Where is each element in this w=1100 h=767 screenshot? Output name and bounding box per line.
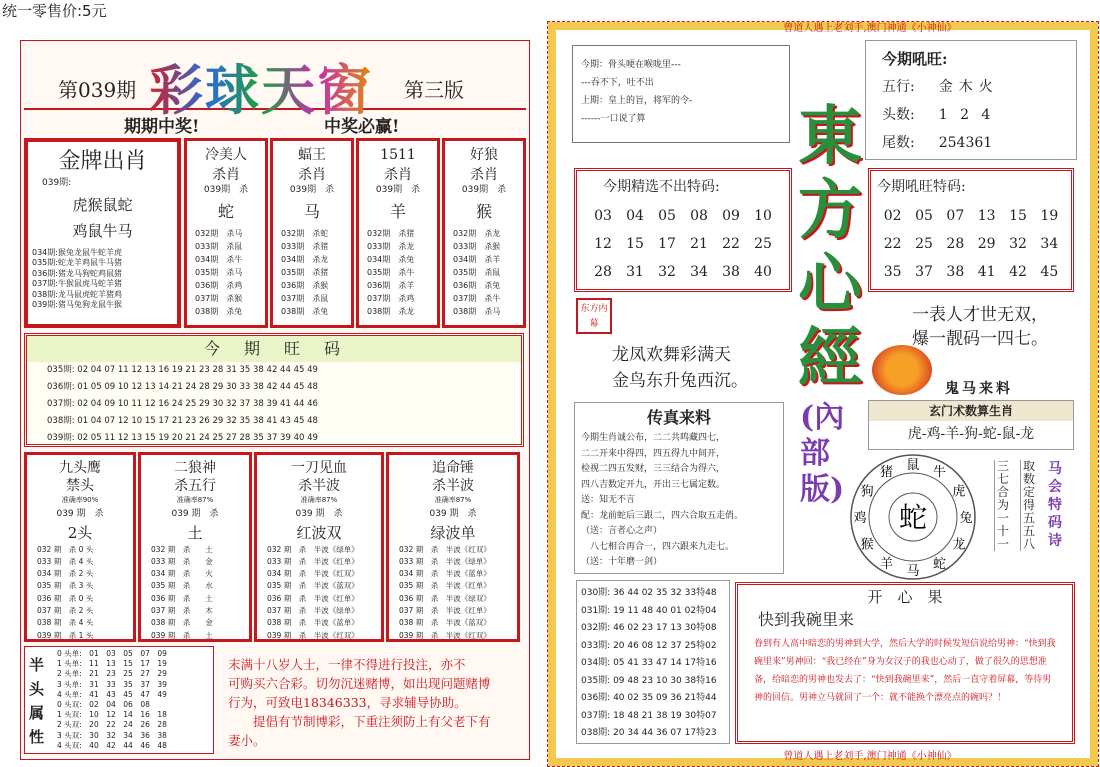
kill-col [184, 138, 268, 328]
riddle-line: 上期：皇上的旨，将军的令- [581, 96, 693, 106]
kill-col-issue: 039期 杀 [375, 185, 421, 195]
kill-col [356, 138, 440, 328]
chuanzhen-line: 送：知无不言 [581, 495, 636, 505]
slogan-1: 期期中奖! [124, 117, 200, 137]
bantou-label: 半头属性 [29, 656, 45, 746]
number-cell: 28 [594, 264, 612, 280]
number-cell: 19 [1040, 208, 1059, 224]
chuanzhen-line: 八七相合再合一，四六跟来九走七。 [581, 541, 735, 552]
kill-col-row: 033期 杀猪 [281, 241, 329, 251]
jinpai-history-row: 035期:蛇龙羊鸡鼠牛马猪 [32, 258, 122, 267]
kill-col-row: 032期 杀马 [195, 228, 243, 238]
bottom-col-row: 034 期 杀 火 [151, 569, 213, 579]
guima-label: 鬼马来料 [945, 381, 1013, 397]
jinpai-box [24, 138, 181, 328]
bottom-col-value: 2头 [67, 523, 93, 542]
riddle-line: ------一口说了算 [581, 114, 646, 124]
history-rows [581, 585, 725, 743]
wheel-zodiac: 虎 [952, 484, 966, 500]
kill-col-row: 033期 杀鼠 [195, 241, 243, 251]
wheel-center: 蛇 [898, 501, 928, 534]
dongfang-stamp: 东方内幕 [576, 298, 612, 334]
history-row: 031期: 19 11 48 40 01 02特04 [581, 605, 717, 616]
riddle-box [572, 45, 790, 143]
kill-col-row: 037期 杀猴 [195, 293, 243, 303]
bottom-col-rate: 准确率87% [176, 496, 214, 504]
wang-title: 今期吼旺: [882, 50, 948, 68]
kill-col-sub: 杀肖 [212, 167, 240, 183]
wheel-zodiac: 牛 [932, 465, 947, 481]
wheel-zodiac: 兔 [959, 511, 973, 526]
number-cell: 21 [690, 236, 708, 252]
kill-col-row: 036期 杀猴 [281, 280, 329, 290]
history-row: 030期: 36 44 02 35 32 33特48 [581, 588, 717, 598]
riddle-line: 今期：骨头哽在喉咙里--- [581, 60, 681, 70]
number-cell: 05 [915, 208, 933, 224]
kill-col-row: 035期 杀牛 [367, 267, 415, 277]
bottom-col-row: 033 期 杀 半波《红单》 [267, 556, 359, 566]
number-cell: 05 [658, 208, 676, 224]
bottom-col-row: 035 期 杀 半波《红单》 [399, 581, 491, 591]
kill-col-sub: 杀肖 [384, 167, 412, 183]
houwang-title: 今期吼旺特码: [877, 179, 966, 195]
bottom-col-sub: 杀半波 [298, 478, 340, 494]
chuanzhen-line: 检视二四五发财，三三结合为得六， [581, 464, 726, 474]
bottom-col-row: 037 期 杀 半波《绿单》 [267, 605, 359, 615]
kill-col-row: 032期 杀蛇 [281, 228, 329, 238]
chuanzhen-title: 传真来料 [646, 408, 711, 427]
zodiac-wheel-svg [848, 452, 978, 582]
chuanzhen-line: （送：十年磨一剑） [581, 557, 663, 567]
history-row: 037期: 18 48 21 38 19 30特07 [581, 710, 717, 721]
wheel-zodiac: 鸡 [853, 511, 867, 526]
number-cell: 32 [658, 264, 676, 280]
slogan-2: 中奖必赢! [324, 117, 400, 137]
bottom-col-name: 二狼神 [174, 460, 216, 476]
kill-col-row: 036期 杀鸡 [195, 280, 243, 290]
dongfang-title: 東方心經 [798, 99, 862, 396]
kill-col-row: 034期 杀牛 [195, 254, 243, 264]
history-row: 034期: 05 41 33 47 14 17特16 [581, 658, 717, 668]
bottom-col-row: 038 期 杀 半波《蓝双》 [399, 618, 491, 628]
jinpai-history-row: 034期:猴兔龙鼠牛蛇羊虎 [32, 247, 122, 257]
kill-col-row: 035期 杀马 [195, 267, 243, 277]
number-cell: 29 [977, 236, 996, 252]
wang-box [865, 40, 1077, 160]
bottom-col-issue: 039 期 杀 [295, 508, 343, 519]
wuxing-row [882, 73, 1060, 101]
kill-col-row: 037期 杀鸡 [367, 293, 415, 303]
number-cell: 12 [594, 236, 612, 252]
bottom-col-value: 红波双 [296, 523, 342, 542]
notice-line: 提倡有节制博彩，下重注须防上有父老下有 [228, 714, 491, 729]
jingxuan-nums [587, 205, 779, 283]
jinpai-title: 金牌出肖 [58, 149, 147, 174]
bottom-col-name: 追命锤 [432, 460, 474, 476]
wheel-zodiac: 马 [906, 564, 920, 579]
notice-line: 妻小。 [228, 733, 266, 748]
bantou-row: 2 头双: 20 22 24 26 28 [57, 720, 167, 730]
kill-col-sub: 杀肖 [298, 167, 326, 183]
number-cell: 32 [1009, 236, 1027, 252]
chuanzhen-line: 今期生肖诚公布，二二共鸣藏四七， [581, 433, 726, 443]
number-cell: 15 [626, 236, 644, 252]
kill-col-row: 034期 杀羊 [453, 254, 501, 264]
kill-col-row: 033期 杀龙 [367, 241, 415, 251]
main-title: 彩球天窗 [149, 48, 373, 125]
bottom-col-row: 036 期 杀 土 [151, 593, 213, 603]
wangma-row: 035期: 02 04 07 11 12 13 16 19 21 23 28 31 35 38 42 44 45 49 [47, 365, 318, 375]
bottom-col-issue: 039 期 杀 [171, 508, 219, 519]
bantou-row: 1 头单: 11 13 15 17 19 [57, 659, 167, 669]
chuanzhen-box [574, 402, 784, 574]
chuanzhen-line: 配：龙前蛇后三跟二，四六合取五走俏。 [581, 510, 744, 521]
houwang-box [868, 168, 1074, 292]
wheel-zodiac: 猪 [879, 465, 894, 481]
kill-col-value: 蛇 [217, 201, 234, 221]
issue-number: 第039期 [58, 78, 137, 102]
kaixin-title: 开 心 果 [867, 588, 943, 606]
jinpai-history-row: 036期:猪龙马狗蛇鸡鼠猪 [32, 268, 122, 278]
jinpai-history-row: 037期:牛猴鼠虎马蛇羊猪 [32, 279, 122, 288]
banner-bottom: 曾道人遇上老刘手,澳门神通《小神仙》 [783, 751, 957, 762]
wuxing-value: 金木火 [938, 79, 999, 95]
kill-col-row: 035期 杀鼠 [453, 267, 501, 277]
history-box [576, 580, 730, 744]
zodiac-wheel [848, 452, 978, 582]
number-cell: 37 [915, 264, 933, 280]
kill-col-row: 035期 杀猪 [281, 267, 329, 277]
bottom-col-row: 034 期 杀 半波《蓝单》 [399, 569, 491, 579]
notice-line: 末满十八岁人士，一律不得进行投注，亦不 [228, 657, 466, 672]
bottom-col-value: 土 [187, 523, 203, 542]
bottom-col-row: 038 期 杀 半波《蓝单》 [267, 618, 359, 628]
bottom-col-row: 037 期 杀 木 [151, 605, 213, 615]
bottom-col-row: 033 期 杀 金 [151, 556, 213, 566]
slogan-bar [24, 110, 526, 136]
wangma-row: 039期: 02 05 11 12 13 15 19 20 21 24 25 27 28 35 37 39 40 49 [47, 433, 318, 443]
kill-col [270, 138, 354, 328]
bottom-col-row: 035 期 杀 半波《蓝双》 [267, 581, 359, 591]
wangma-row: 038期: 01 04 07 12 10 15 17 21 23 26 29 32 35 38 41 43 45 48 [47, 416, 318, 426]
wei-label: 尾数: [882, 135, 915, 151]
number-cell: 38 [946, 264, 965, 280]
kill-col-name: 1511 [380, 147, 416, 163]
bottom-col-row: 035 期 杀 水 [151, 581, 213, 591]
number-cell: 22 [883, 236, 902, 252]
bottom-col-row: 035 期 杀 3 头 [37, 581, 94, 591]
number-cell: 15 [1009, 208, 1027, 224]
kill-col-value: 马 [303, 201, 320, 221]
number-cell: 35 [883, 264, 902, 280]
vert-1: 三七合为一十一 [994, 460, 1010, 551]
number-cell: 02 [883, 208, 902, 224]
kill-col-row: 036期 杀兔 [453, 280, 501, 290]
bantou-row: 4 头双: 40 42 44 46 48 [57, 740, 167, 750]
wangma-box [24, 333, 524, 447]
number-cell: 25 [915, 236, 933, 252]
kill-col-name: 好狼 [470, 147, 498, 163]
history-row: 032期: 46 02 23 17 13 30特08 [581, 623, 717, 633]
kill-col-row: 032期 杀龙 [453, 228, 501, 238]
kill-col-row: 037期 杀牛 [453, 293, 501, 303]
kill-col-row: 033期 杀猴 [453, 241, 501, 251]
bottom-col-row: 034 期 杀 半波《红双》 [267, 569, 359, 579]
kill-col-name: 蝠王 [298, 147, 326, 163]
jinpai-history-row: 038期:龙马鼠虎蛇羊猪鸡 [32, 289, 122, 299]
number-cell: 40 [754, 264, 772, 280]
dongfang-subtitle: (內部版) [800, 400, 845, 507]
bottom-col-row: 039 期 杀 1 头 [37, 630, 94, 640]
notice-line: 行为，可致电18346333，寻求辅导协助。 [228, 695, 467, 710]
riddle-lines [581, 56, 781, 128]
bottom-col [24, 452, 136, 642]
number-cell: 34 [690, 264, 708, 280]
jinpai-line1: 虎猴鼠蛇 [72, 195, 133, 214]
number-cell: 42 [1009, 264, 1027, 280]
bantou-rows [57, 649, 167, 751]
chuanzhen-line: 四八吉数定开九，开出三七属定数。 [581, 479, 726, 490]
chuanzhen-line: 二二开来中得四，四五得九中间开， [581, 448, 726, 459]
chuanzhen-lines [581, 431, 777, 571]
bottom-col-row: 034 期 杀 2 头 [37, 569, 94, 579]
number-cell: 31 [626, 264, 644, 280]
number-cell: 04 [626, 208, 644, 224]
bottom-col-row: 038 期 杀 4 头 [37, 618, 94, 628]
kill-col-row: 034期 杀兔 [367, 254, 415, 264]
number-cell: 03 [594, 208, 612, 224]
banner-top: 曾道人遇上老刘手,澳门神通《小神仙》 [783, 23, 957, 34]
number-cell: 07 [946, 208, 965, 224]
kill-col-name: 冷美人 [205, 147, 247, 163]
bottom-col-rate: 准确率90% [61, 496, 99, 504]
bottom-col-row: 036 期 杀 半波《绿双》 [399, 593, 491, 603]
kill-col-row: 036期 杀羊 [367, 280, 415, 290]
gambling-notice [228, 655, 528, 750]
bantou-row: 4 头单: 41 43 45 47 49 [57, 689, 167, 699]
bottom-col-sub: 禁头 [66, 478, 94, 494]
tou-row [882, 101, 1060, 129]
wangma-title: 今 期 旺 码 [27, 336, 521, 362]
kill-col-issue: 039期 杀 [203, 185, 249, 195]
bottom-col [386, 452, 520, 642]
bottom-col-rate: 准确率87% [300, 496, 338, 504]
edition-label: 第三版 [404, 78, 464, 102]
number-cell: 08 [690, 208, 708, 224]
bottom-col-row: 036 期 杀 半波《红单》 [267, 593, 359, 603]
bottom-col-sub: 杀半波 [432, 478, 474, 494]
kill-col-issue: 039期 杀 [289, 185, 335, 195]
wheel-zodiac: 蛇 [932, 556, 947, 572]
bottom-col-row: 039 期 杀 半波《红双》 [267, 630, 359, 640]
kill-col-sub: 杀肖 [470, 167, 498, 183]
bottom-col-row: 039 期 杀 土 [151, 630, 213, 640]
wuxing-label: 五行: [882, 79, 915, 95]
bantou-row: 3 头单: 31 33 35 37 39 [57, 679, 167, 689]
number-cell: 10 [754, 208, 772, 224]
biaoren-1: 一表人才世无双， [912, 305, 1048, 325]
kill-col-issue: 039期 杀 [461, 185, 507, 195]
bottom-col-row: 036 期 杀 0 头 [37, 593, 94, 603]
bottom-col-row: 032 期 杀 半波《红双》 [399, 544, 491, 554]
jinpai-line2: 鸡鼠牛马 [72, 221, 133, 240]
bottom-col-row: 033 期 杀 半波《绿单》 [399, 556, 491, 566]
price-label: 统一零售价:5元 [2, 2, 107, 20]
notice-line: 可购买六合彩。切勿沉迷赌博，如出现问题赌博 [228, 676, 491, 691]
kaixin-subtitle: 快到我碗里来 [758, 610, 855, 629]
number-cell: 34 [1040, 236, 1059, 252]
wei-row [882, 129, 1060, 157]
number-cell: 22 [722, 236, 740, 252]
wheel-zodiac: 狗 [860, 484, 874, 500]
kill-col-row: 038期 杀兔 [195, 306, 243, 316]
bottom-col-name: 九头鹰 [59, 460, 101, 476]
jinpai-history-row: 039期:猪马兔狗龙鼠牛猴 [32, 300, 122, 309]
jinpai-history [32, 248, 173, 311]
wangma-row: 036期: 01 05 09 10 12 13 14 21 24 28 29 30 33 38 42 44 45 48 [47, 382, 318, 392]
vert-3: 马会特码诗 [1048, 461, 1062, 549]
chuanzhen-line: （送：言者心之声） [581, 526, 663, 536]
bottom-col-row: 039 期 杀 半波《红双》 [399, 630, 491, 640]
left-header [24, 44, 526, 122]
number-cell: 28 [946, 236, 965, 252]
kaixin-box [735, 582, 1075, 744]
kill-col-value: 猴 [475, 201, 492, 221]
tou-value: 1 2 4 [938, 107, 995, 123]
wheel-zodiac: 鼠 [906, 458, 920, 473]
riddle-line: ---吞不下，吐不出 [581, 78, 654, 88]
kill-col-row: 038期 杀兔 [281, 306, 329, 316]
history-row: 035期: 09 48 23 10 30 38特16 [581, 675, 717, 686]
bottom-col-row: 032 期 杀 0 头 [37, 544, 94, 554]
number-cell: 13 [977, 208, 996, 224]
jinpai-issue: 039期: [42, 178, 72, 188]
bottom-col-row: 037 期 杀 半波《红单》 [399, 605, 491, 615]
bantou-row: 1 头双: 10 12 14 16 18 [57, 710, 167, 720]
kill-col-row: 038期 杀龙 [367, 306, 415, 316]
bantou-row: 0 头双: 02 04 06 08 [57, 700, 150, 710]
bantou-row: 0 头单: 01 03 05 07 09 [57, 649, 167, 658]
kill-col-row: 038期 杀马 [453, 306, 501, 316]
wangma-rows [27, 362, 521, 447]
history-row: 036期: 40 02 35 09 36 21特44 [581, 693, 717, 703]
houwang-nums [877, 205, 1065, 283]
bottom-col [138, 452, 252, 642]
jingxuan-title: 今期精选不出特码: [603, 179, 720, 195]
kill-col-row: 032期 杀猪 [367, 228, 415, 238]
bottom-col-row: 037 期 杀 2 头 [37, 605, 94, 615]
wangma-row: 037期: 02 04 09 10 11 12 16 24 25 29 30 32 37 38 39 41 44 46 [47, 399, 318, 409]
wei-value: 254361 [938, 135, 993, 151]
number-cell: 45 [1040, 264, 1059, 280]
bottom-col-row: 032 期 杀 土 [151, 544, 213, 554]
bottom-col-issue: 039 期 杀 [429, 508, 477, 519]
kill-col-row: 037期 杀鼠 [281, 293, 329, 303]
tiger-icon [872, 345, 932, 395]
number-cell: 17 [658, 236, 676, 252]
kill-col-value: 羊 [389, 201, 406, 221]
bottom-col-issue: 039 期 杀 [56, 508, 104, 519]
bantou-row: 3 头双: 30 32 34 36 38 [57, 730, 167, 740]
history-row: 033期: 20 46 08 12 37 25特02 [581, 640, 717, 651]
bottom-col-row: 032 期 杀 半波《绿单》 [267, 544, 359, 554]
xuanmen-title: 玄门术数算生肖 [869, 401, 1073, 421]
bottom-col-value: 绿波单 [430, 523, 476, 542]
kaixin-text: 眷到有人高中暗恋的男神到大学，然后大学的时候发短信说给男神：“快到我碗里来”男神回：“我已经在”身为女汉子的我也心动了，做了很久的思想准备，给暗恋的男神也发去了：“快到我碗里来”，然后一直守着屏幕，等待男神的回信。男神立马就回了一个：就不能换个漂亮点的碗吗？！ [754, 639, 1056, 703]
bottom-col-row: 038 期 杀 金 [151, 618, 213, 628]
number-cell: 38 [722, 264, 740, 280]
xuanmen-answer: 虎-鸡-羊-狗-蛇-鼠-龙 [907, 426, 1035, 442]
xuanmen-box [868, 400, 1074, 450]
bottom-col-row: 033 期 杀 4 头 [37, 556, 94, 566]
bottom-col-sub: 杀五行 [174, 478, 216, 494]
jingxuan-box [574, 168, 792, 292]
kill-col [442, 138, 526, 328]
number-cell: 09 [722, 208, 740, 224]
bottom-col-name: 一刀见血 [291, 460, 347, 476]
bantou-row: 2 头单: 21 23 25 27 29 [57, 669, 167, 679]
kill-col-row: 034期 杀龙 [281, 254, 329, 264]
wheel-zodiac: 猴 [860, 537, 874, 553]
number-cell: 25 [754, 236, 772, 252]
number-cell: 41 [977, 264, 996, 280]
tou-label: 头数: [882, 107, 915, 123]
bottom-col [254, 452, 384, 642]
bottom-col-rate: 准确率87% [434, 496, 472, 504]
vert-2: 取数定得五五八 [1020, 460, 1036, 551]
wheel-zodiac: 龙 [952, 537, 966, 553]
poem-1: 龙凤欢舞彩满天 [612, 345, 731, 365]
poem-2: 金鸟东升兔西沉。 [612, 371, 748, 391]
bantou-box [24, 646, 214, 754]
history-row: 038期: 20 34 44 36 07 17特23 [581, 728, 717, 738]
wheel-zodiac: 羊 [879, 556, 894, 572]
biaoren-2: 爆一靓码一四七。 [912, 329, 1048, 349]
